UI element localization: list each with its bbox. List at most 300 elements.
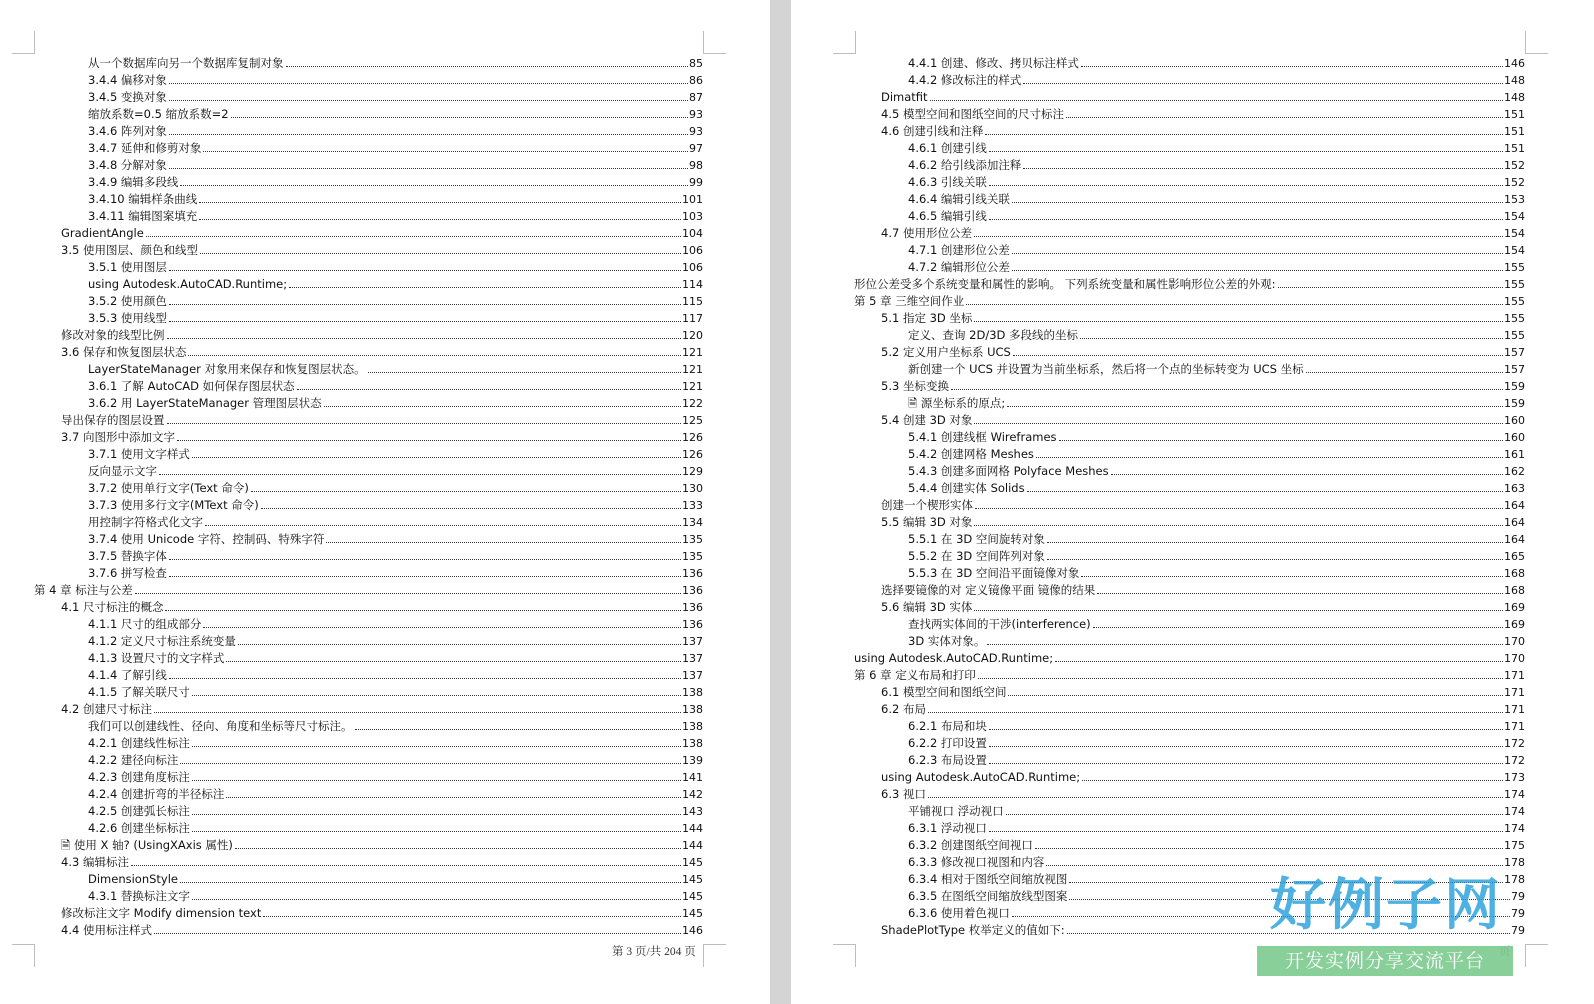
toc-entry-title: 5.2 定义用户坐标系 UCS bbox=[881, 345, 1011, 359]
toc-entry[interactable] bbox=[854, 412, 1525, 429]
toc-entry[interactable] bbox=[854, 361, 1525, 378]
toc-entry[interactable] bbox=[854, 259, 1525, 276]
dot-leader bbox=[1008, 695, 1503, 696]
toc-entry-title: 4.6.3 引线关联 bbox=[908, 175, 987, 189]
toc-entry[interactable] bbox=[34, 786, 703, 803]
toc-entry[interactable] bbox=[34, 735, 703, 752]
toc-entry[interactable] bbox=[854, 225, 1525, 242]
toc-entry[interactable] bbox=[854, 276, 1525, 293]
toc-entry-title: 第 5 章 三维空间作业 bbox=[854, 294, 965, 308]
watermark-title: 好例子网 bbox=[1270, 873, 1502, 938]
dot-leader bbox=[169, 134, 688, 135]
toc-entry[interactable] bbox=[34, 208, 703, 225]
toc-entry[interactable] bbox=[34, 429, 703, 446]
toc-entry[interactable] bbox=[34, 174, 703, 191]
toc-entry-page: 114 bbox=[682, 278, 703, 291]
toc-entry-page: 164 bbox=[1504, 533, 1525, 546]
dot-leader bbox=[1080, 338, 1503, 339]
toc-entry-title: 3.4.4 偏移对象 bbox=[88, 73, 167, 87]
toc-entry-page: 164 bbox=[1504, 516, 1525, 529]
toc-entry-page: 145 bbox=[682, 873, 703, 886]
dot-leader bbox=[974, 525, 1503, 526]
toc-entry[interactable] bbox=[34, 837, 703, 854]
toc-entry[interactable] bbox=[34, 395, 703, 412]
toc-entry-page: 120 bbox=[682, 329, 703, 342]
toc-entry[interactable] bbox=[854, 174, 1525, 191]
toc-entry[interactable] bbox=[854, 854, 1525, 871]
toc-entry[interactable] bbox=[34, 684, 703, 701]
toc-entry-title: 5.5.2 在 3D 空间阵列对象 bbox=[908, 549, 1045, 563]
toc-entry-page: 154 bbox=[1504, 210, 1525, 223]
dot-leader bbox=[159, 474, 681, 475]
toc-entry-page: 148 bbox=[1504, 91, 1525, 104]
toc-entry[interactable] bbox=[34, 157, 703, 174]
toc-entry[interactable] bbox=[34, 633, 703, 650]
toc-entry[interactable] bbox=[34, 752, 703, 769]
toc-entry-title: 3.4.10 编辑样条曲线 bbox=[88, 192, 198, 206]
dot-leader bbox=[1047, 542, 1503, 543]
watermark-logo bbox=[1255, 873, 1517, 983]
dot-leader bbox=[180, 185, 688, 186]
dot-leader bbox=[192, 814, 681, 815]
dot-leader bbox=[966, 304, 1503, 305]
toc-entry-title: 4.7 使用形位公差 bbox=[881, 226, 972, 240]
toc-entry-title: 🗎 源坐标系的原点; bbox=[908, 396, 1006, 410]
dot-leader bbox=[286, 66, 689, 67]
toc-entry[interactable] bbox=[34, 667, 703, 684]
toc-entry-title: 3.6.2 用 LayerStateManager 管理图层状态 bbox=[88, 396, 322, 410]
dot-leader bbox=[1046, 865, 1503, 866]
toc-entry[interactable] bbox=[854, 480, 1525, 497]
toc-entry-page: 148 bbox=[1504, 74, 1525, 87]
dot-leader bbox=[238, 644, 681, 645]
page-footer: 第 3 页/共 204 页 bbox=[612, 946, 696, 958]
toc-entry-title: 5.4 创建 3D 对象 bbox=[881, 413, 973, 427]
dot-leader bbox=[1111, 474, 1503, 475]
dot-leader bbox=[1306, 372, 1503, 373]
toc-entry[interactable] bbox=[34, 378, 703, 395]
dot-leader bbox=[1059, 440, 1503, 441]
toc-entry[interactable] bbox=[854, 497, 1525, 514]
toc-entry[interactable] bbox=[854, 89, 1525, 106]
dot-leader bbox=[1007, 406, 1503, 407]
toc-entry-title: 修改标注文字 Modify dimension text bbox=[61, 906, 262, 920]
toc-entry[interactable] bbox=[854, 140, 1525, 157]
dot-leader bbox=[1066, 117, 1503, 118]
toc-entry-title: 5.6 编辑 3D 实体 bbox=[881, 600, 973, 614]
toc-entry-title: 6.2.3 布局设置 bbox=[908, 753, 987, 767]
toc-entry-page: 106 bbox=[682, 244, 703, 257]
toc-entry[interactable] bbox=[34, 616, 703, 633]
dot-leader bbox=[200, 253, 681, 254]
toc-entry-page: 134 bbox=[682, 516, 703, 529]
toc-entry-title: 3.4.8 分解对象 bbox=[88, 158, 167, 172]
toc-entry-page: 135 bbox=[682, 533, 703, 546]
toc-entry-title: 6.2 布局 bbox=[881, 702, 926, 716]
dot-leader bbox=[297, 389, 681, 390]
toc-entry-title: 4.2.6 创建坐标标注 bbox=[88, 821, 190, 835]
toc-entry[interactable] bbox=[854, 157, 1525, 174]
toc-entry[interactable] bbox=[854, 684, 1525, 701]
toc-entry-page: 137 bbox=[682, 669, 703, 682]
toc-entry[interactable] bbox=[34, 361, 703, 378]
toc-entry-page: 136 bbox=[682, 584, 703, 597]
toc-entry[interactable] bbox=[854, 582, 1525, 599]
dot-leader bbox=[192, 780, 681, 781]
toc-entry[interactable] bbox=[34, 106, 703, 123]
toc-entry[interactable] bbox=[854, 701, 1525, 718]
toc-entry[interactable] bbox=[854, 820, 1525, 837]
dot-leader bbox=[167, 423, 682, 424]
toc-entry[interactable] bbox=[34, 480, 703, 497]
toc-entry[interactable] bbox=[34, 191, 703, 208]
toc-entry-title: 5.5.1 在 3D 空间旋转对象 bbox=[908, 532, 1045, 546]
dot-leader bbox=[951, 389, 1503, 390]
crop-mark bbox=[833, 31, 856, 54]
toc-entry[interactable] bbox=[34, 225, 703, 242]
toc-entry[interactable] bbox=[854, 208, 1525, 225]
dot-leader bbox=[368, 372, 681, 373]
toc-entry-title: 3.7 向图形中添加文字 bbox=[61, 430, 175, 444]
toc-entry[interactable] bbox=[854, 72, 1525, 89]
dot-leader bbox=[199, 219, 681, 220]
toc-entry-title: 选择要镜像的对 定义镜像平面 镜像的结果 bbox=[881, 583, 1096, 597]
dot-leader bbox=[154, 933, 681, 934]
toc-entry-title: 6.3.1 浮动视口 bbox=[908, 821, 987, 835]
toc-entry-title: 3.6 保存和恢复图层状态 bbox=[61, 345, 187, 359]
toc-entry[interactable] bbox=[34, 514, 703, 531]
toc-entry[interactable] bbox=[854, 514, 1525, 531]
toc-entry-page: 138 bbox=[682, 737, 703, 750]
toc-entry[interactable] bbox=[34, 548, 703, 565]
toc-entry[interactable] bbox=[34, 446, 703, 463]
toc-entry-page: 162 bbox=[1504, 465, 1525, 478]
toc-entry[interactable] bbox=[854, 191, 1525, 208]
dot-leader bbox=[1081, 66, 1503, 67]
dot-leader bbox=[974, 610, 1503, 611]
toc-entry[interactable] bbox=[854, 531, 1525, 548]
toc-entry-title: 5.4.2 创建网格 Meshes bbox=[908, 447, 1034, 461]
toc-entry[interactable] bbox=[34, 259, 703, 276]
dot-leader bbox=[135, 593, 681, 594]
dot-leader bbox=[989, 185, 1503, 186]
toc-entry-page: 171 bbox=[1504, 669, 1525, 682]
toc-entry-title: 我们可以创建线性、径向、角度和坐标等尺寸标注。 bbox=[88, 719, 353, 733]
toc-entry-page: 79 bbox=[1511, 924, 1525, 937]
toc-entry-title: 3.7.3 使用多行文字(MText 命令) bbox=[88, 498, 259, 512]
toc-entry-title: 导出保存的图层设置 bbox=[61, 413, 165, 427]
toc-entry[interactable] bbox=[854, 616, 1525, 633]
toc-entry-title: 6.3.6 使用着色视口 bbox=[908, 906, 1010, 920]
toc-entry[interactable] bbox=[854, 565, 1525, 582]
dot-leader bbox=[974, 321, 1503, 322]
toc-entry[interactable] bbox=[34, 599, 703, 616]
toc-entry-title: 6.3 视口 bbox=[881, 787, 926, 801]
dot-leader bbox=[205, 525, 681, 526]
toc-entry-page: 126 bbox=[682, 431, 703, 444]
toc-entry-title: GradientAngle bbox=[61, 226, 144, 240]
toc-entry[interactable] bbox=[34, 650, 703, 667]
dot-leader bbox=[169, 168, 688, 169]
toc-entry-page: 136 bbox=[682, 618, 703, 631]
toc-entry[interactable] bbox=[34, 905, 703, 922]
toc-entry-page: 153 bbox=[1504, 193, 1525, 206]
toc-entry-page: 121 bbox=[682, 346, 703, 359]
toc-entry[interactable] bbox=[34, 922, 703, 939]
toc-entry[interactable] bbox=[854, 327, 1525, 344]
toc-entry[interactable] bbox=[854, 786, 1525, 803]
toc-entry-title: 3.5.2 使用颜色 bbox=[88, 294, 167, 308]
toc-entry[interactable] bbox=[34, 565, 703, 582]
dot-leader bbox=[192, 899, 681, 900]
toc-entry-page: 170 bbox=[1504, 652, 1525, 665]
dot-leader bbox=[289, 287, 681, 288]
toc-entry-page: 169 bbox=[1504, 601, 1525, 614]
dot-leader bbox=[324, 406, 681, 407]
dot-leader bbox=[131, 865, 681, 866]
dot-leader bbox=[1035, 848, 1503, 849]
toc-entry-title: 查找两实体间的干涉(interference) bbox=[908, 617, 1091, 631]
toc-entry[interactable] bbox=[854, 446, 1525, 463]
toc-entry-page: 129 bbox=[682, 465, 703, 478]
toc-entry-title: 3.5.3 使用线型 bbox=[88, 311, 167, 325]
toc-entry[interactable] bbox=[854, 548, 1525, 565]
toc-entry-page: 169 bbox=[1504, 618, 1525, 631]
dot-leader bbox=[1012, 253, 1503, 254]
dot-leader bbox=[1082, 780, 1503, 781]
toc-entry-title: 4.6.2 给引线添加注释 bbox=[908, 158, 1022, 172]
toc-entry[interactable] bbox=[34, 412, 703, 429]
toc-entry[interactable] bbox=[854, 837, 1525, 854]
toc-entry-title: 5.1 指定 3D 坐标 bbox=[881, 311, 973, 325]
toc-entry-page: 171 bbox=[1504, 720, 1525, 733]
toc-entry[interactable] bbox=[34, 276, 703, 293]
toc-entry[interactable] bbox=[34, 531, 703, 548]
toc-entry[interactable] bbox=[34, 123, 703, 140]
toc-entry[interactable] bbox=[854, 395, 1525, 412]
toc-entry[interactable] bbox=[34, 769, 703, 786]
dot-leader bbox=[169, 304, 681, 305]
toc-entry-title: 3.7.4 使用 Unicode 字符、控制码、特殊字符 bbox=[88, 532, 325, 546]
dot-leader bbox=[167, 338, 682, 339]
toc-entry-page: 79 bbox=[1511, 890, 1525, 903]
toc-entry-title: 3.6.1 了解 AutoCAD 如何保存图层状态 bbox=[88, 379, 295, 393]
toc-entry-page: 122 bbox=[682, 397, 703, 410]
toc-entry[interactable] bbox=[34, 55, 703, 72]
dot-leader bbox=[226, 661, 681, 662]
toc-entry[interactable] bbox=[34, 497, 703, 514]
toc-entry[interactable] bbox=[854, 378, 1525, 395]
toc-entry-title: 6.3.3 修改视口视图和内容 bbox=[908, 855, 1045, 869]
dot-leader bbox=[1093, 627, 1503, 628]
toc-entry[interactable] bbox=[854, 803, 1525, 820]
toc-entry-title: 3.7.5 替换字体 bbox=[88, 549, 167, 563]
toc-entry-page: 154 bbox=[1504, 227, 1525, 240]
toc-entry-title: 4.4 使用标注样式 bbox=[61, 923, 152, 937]
toc-entry-page: 155 bbox=[1504, 329, 1525, 342]
toc-entry[interactable] bbox=[854, 650, 1525, 667]
toc-entry[interactable] bbox=[854, 310, 1525, 327]
toc-entry-page: 152 bbox=[1504, 159, 1525, 172]
dot-leader bbox=[1047, 559, 1503, 560]
toc-entry[interactable] bbox=[34, 803, 703, 820]
toc-entry-title: 3.4.7 延伸和修剪对象 bbox=[88, 141, 202, 155]
dot-leader bbox=[928, 797, 1503, 798]
toc-entry[interactable] bbox=[854, 752, 1525, 769]
toc-entry-page: 126 bbox=[682, 448, 703, 461]
toc-entry[interactable] bbox=[34, 293, 703, 310]
toc-entry-page: 157 bbox=[1504, 346, 1525, 359]
dot-leader bbox=[169, 576, 681, 577]
toc-entry[interactable] bbox=[854, 55, 1525, 72]
toc-entry[interactable] bbox=[34, 820, 703, 837]
toc-entry[interactable] bbox=[34, 140, 703, 157]
dot-leader bbox=[226, 797, 681, 798]
dot-leader bbox=[974, 236, 1503, 237]
crop-mark bbox=[703, 944, 726, 967]
dot-leader bbox=[989, 746, 1503, 747]
toc-entry-page: 174 bbox=[1504, 822, 1525, 835]
toc-entry-page: 87 bbox=[689, 91, 703, 104]
toc-entry-page: 144 bbox=[682, 822, 703, 835]
toc-entry-title: 4.7.1 创建形位公差 bbox=[908, 243, 1010, 257]
toc-entry-page: 138 bbox=[682, 686, 703, 699]
table-of-contents bbox=[34, 55, 703, 939]
toc-entry-title: 6.3.5 在图纸空间缩放线型图案 bbox=[908, 889, 1068, 903]
toc-entry-title: 3.7.1 使用文字样式 bbox=[88, 447, 190, 461]
toc-entry-page: 138 bbox=[682, 703, 703, 716]
toc-entry-page: 151 bbox=[1504, 142, 1525, 155]
dot-leader bbox=[203, 627, 681, 628]
crop-mark bbox=[1525, 944, 1548, 967]
toc-entry-page: 136 bbox=[682, 567, 703, 580]
toc-entry[interactable] bbox=[34, 327, 703, 344]
toc-entry-page: 104 bbox=[682, 227, 703, 240]
toc-entry-page: 101 bbox=[682, 193, 703, 206]
toc-entry-title: 第 6 章 定义布局和打印 bbox=[854, 668, 976, 682]
dot-leader bbox=[169, 270, 681, 271]
toc-entry-page: 146 bbox=[1504, 57, 1525, 70]
toc-entry-title: 4.2.4 创建折弯的半径标注 bbox=[88, 787, 225, 801]
toc-entry-page: 79 bbox=[1511, 907, 1525, 920]
dot-leader bbox=[1012, 270, 1503, 271]
toc-entry-page: 160 bbox=[1504, 414, 1525, 427]
toc-entry-page: 160 bbox=[1504, 431, 1525, 444]
dot-leader bbox=[154, 712, 681, 713]
toc-entry[interactable] bbox=[34, 344, 703, 361]
toc-entry-title: 6.1 模型空间和图纸空间 bbox=[881, 685, 1007, 699]
toc-entry-title: 4.3 编辑标注 bbox=[61, 855, 129, 869]
toc-entry[interactable] bbox=[34, 72, 703, 89]
toc-entry-title: 5.4.1 创建线框 Wireframes bbox=[908, 430, 1057, 444]
toc-entry-page: 159 bbox=[1504, 380, 1525, 393]
toc-entry[interactable] bbox=[854, 463, 1525, 480]
toc-entry-page: 143 bbox=[682, 805, 703, 818]
dot-leader bbox=[989, 729, 1503, 730]
dot-leader bbox=[989, 219, 1503, 220]
toc-entry-page: 145 bbox=[682, 907, 703, 920]
toc-entry-title: using Autodesk.AutoCAD.Runtime; bbox=[854, 651, 1054, 665]
toc-entry-title: 4.6.1 创建引线 bbox=[908, 141, 987, 155]
toc-entry-title: 5.5 编辑 3D 对象 bbox=[881, 515, 973, 529]
dot-leader bbox=[987, 644, 1503, 645]
dot-leader bbox=[1055, 661, 1503, 662]
toc-entry-page: 98 bbox=[689, 159, 703, 172]
dot-leader bbox=[1023, 83, 1503, 84]
toc-entry-page: 159 bbox=[1504, 397, 1525, 410]
toc-entry-title: 修改对象的线型比例 bbox=[61, 328, 165, 342]
toc-entry-page: 157 bbox=[1504, 363, 1525, 376]
toc-entry[interactable] bbox=[34, 718, 703, 735]
crop-mark bbox=[12, 31, 35, 54]
toc-entry[interactable] bbox=[854, 769, 1525, 786]
toc-entry-title: 5.3 坐标变换 bbox=[881, 379, 949, 393]
toc-entry-title: Dimatfit bbox=[881, 90, 928, 104]
toc-entry-page: 174 bbox=[1504, 788, 1525, 801]
toc-entry[interactable] bbox=[34, 310, 703, 327]
toc-entry[interactable] bbox=[34, 242, 703, 259]
toc-entry[interactable] bbox=[854, 344, 1525, 361]
dot-leader bbox=[235, 848, 681, 849]
toc-entry[interactable] bbox=[34, 463, 703, 480]
toc-entry[interactable] bbox=[854, 242, 1525, 259]
toc-entry-page: 178 bbox=[1504, 873, 1525, 886]
dot-leader bbox=[355, 729, 682, 730]
toc-entry-title: 从一个数据库向另一个数据库复制对象 bbox=[88, 56, 284, 70]
toc-entry-title: 🗎 使用 X 轴? (UsingXAxis 属性) bbox=[61, 838, 233, 852]
toc-entry-title: 4.6.5 编辑引线 bbox=[908, 209, 987, 223]
toc-entry[interactable] bbox=[34, 888, 703, 905]
toc-entry[interactable] bbox=[34, 854, 703, 871]
toc-entry[interactable] bbox=[854, 667, 1525, 684]
toc-entry-page: 137 bbox=[682, 652, 703, 665]
toc-entry-page: 106 bbox=[682, 261, 703, 274]
toc-entry[interactable] bbox=[34, 582, 703, 599]
toc-entry-title: 形位公差受多个系统变量和属性的影响。 下列系统变量和属性影响形位公差的外观: bbox=[854, 277, 1276, 291]
dot-leader bbox=[1081, 576, 1503, 577]
toc-entry[interactable] bbox=[854, 599, 1525, 616]
toc-entry-page: 178 bbox=[1504, 856, 1525, 869]
dot-leader bbox=[180, 763, 681, 764]
toc-entry[interactable] bbox=[854, 106, 1525, 123]
toc-entry[interactable] bbox=[854, 633, 1525, 650]
toc-entry-title: 3.7.6 拼写检查 bbox=[88, 566, 167, 580]
dot-leader bbox=[989, 763, 1503, 764]
toc-entry[interactable] bbox=[34, 871, 703, 888]
toc-entry-title: 6.2.1 布局和块 bbox=[908, 719, 987, 733]
toc-entry-page: 171 bbox=[1504, 686, 1525, 699]
toc-entry[interactable] bbox=[854, 123, 1525, 140]
toc-entry-title: 3.5 使用图层、颜色和线型 bbox=[61, 243, 198, 257]
dot-leader bbox=[263, 916, 681, 917]
toc-entry-title: 缩放系数=0.5 缩放系数=2 bbox=[88, 107, 229, 121]
toc-entry-page: 138 bbox=[682, 720, 703, 733]
toc-entry-page: 172 bbox=[1504, 737, 1525, 750]
toc-entry[interactable] bbox=[854, 735, 1525, 752]
toc-entry-page: 115 bbox=[682, 295, 703, 308]
toc-entry[interactable] bbox=[34, 701, 703, 718]
toc-entry[interactable] bbox=[854, 293, 1525, 310]
page-gutter bbox=[770, 0, 791, 1004]
toc-entry[interactable] bbox=[34, 89, 703, 106]
toc-entry-title: 5.5.3 在 3D 空间沿平面镜像对象 bbox=[908, 566, 1080, 580]
toc-entry[interactable] bbox=[854, 718, 1525, 735]
toc-entry-page: 171 bbox=[1504, 703, 1525, 716]
dot-leader bbox=[169, 100, 688, 101]
toc-entry[interactable] bbox=[854, 429, 1525, 446]
dot-leader bbox=[1027, 491, 1503, 492]
dot-leader bbox=[192, 457, 681, 458]
